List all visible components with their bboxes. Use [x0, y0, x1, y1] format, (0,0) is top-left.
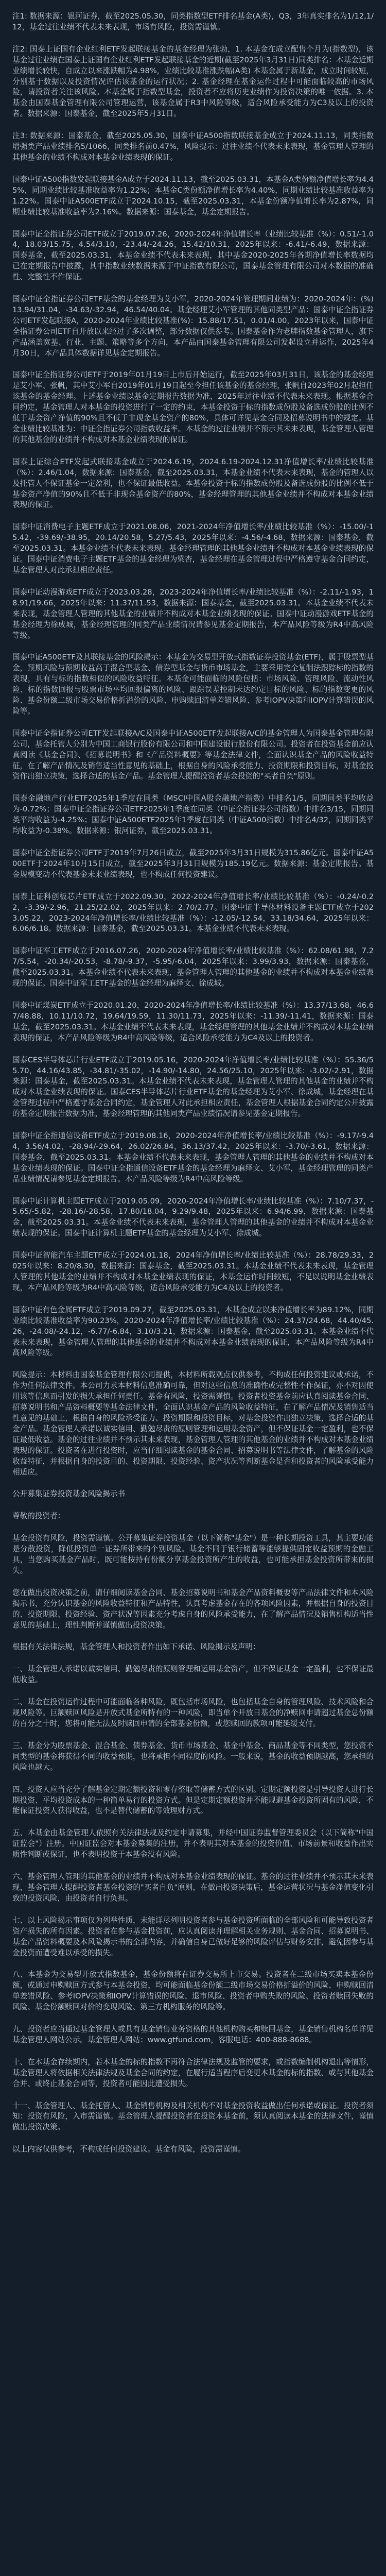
notice-paragraph: 四、投资人应当充分了解基金定期定额投资和零存整取等储蓄方式的区别。定期定额投资是引导投资人进行长期投资、平均投资成本的一种简单易行的投资方式。但是定期定额投资并不能规避基金投资所固有的风险，不能保证投资人获得收益，也不是替代储蓄的等效理财方式。	[12, 1785, 374, 1816]
notice-paragraph: 九、投资者应当通过基金管理人或具有基金销售业务资格的其他机构购买和赎回基金，基金销售机构名单详见基金管理人网站公示。基金管理人网站：www.gtfund.com，客服电话：400-888-8688。	[12, 2025, 374, 2044]
notice-paragraph: 十一、基金管理人、基金托管人、基金销售机构及相关机构不对基金投资收益做出任何承诺或保证。投资者须知：投资有风险，入市需谨慎。基金管理人提醒投资者在投资本基金前，须认真阅读本基金的法律文件，谨慎做出投资决策。	[12, 2101, 374, 2132]
note-paragraph: 注1: 数据来源：银河证券，截至2025.05.30，同类指数型ETF排名基金(A类)，Q3，3年真实排名为1/12,1/12，基金过往业绩不代表未来表现，市场有风险，投资需谨慎。	[12, 12, 374, 31]
notice-paragraph: 八、本基金为交易型开放式指数基金，基金份额将在证券交易所上市交易。投资者在二级市场买卖本基金份额，或通过申购赎回方式参与本基金投资，均可能面临基金份额二级市场交易价格折溢价的风险、申购赎回清单差错风险、参考IOPV决策和IOPV计算错误的风险、退市风险、投资者申购失败的风险、投资者赎回失败的风险、基金份额赎回对价的变现风险、第三方机构服务的风险等。	[12, 1970, 374, 2012]
note-paragraph: 国泰中证全指证券公司ETF发起联接A/C及国泰中证A500ETF发起联接A/C的基金管理人为国泰基金管理有限公司，基金托管人分别为中国工商银行股份有限公司和中国建设银行股份有限公司。投资者在投资基金前应认真阅读《基金合同》、《招募说明书》和《产品资料概要》等基金法律文件，全面认识基金产品的风险收益特征，在了解产品情况及销售适当性意见的基础上，根据自身的风险承受能力、投资期限和投资目标，对基金投资作出独立决策，选择合适的基金产品。基金管理人提醒投资者基金投资的"买者自负"原则。	[12, 728, 374, 781]
notice-paragraph: 尊敬的投资者：	[12, 1512, 65, 1521]
note-paragraph: 国泰金融地产行业ETF2025年1季度在同类（MSCI中国A股金融地产指数）中排名1/5，同期同类平均收益为-0.72%；国泰中证全指证券公司ETF2025年1季度在同类（中证全指证券公司指数）中排名3/15，同期同类平均收益为-4.25%；国泰中证A500ETF2025年1季度在同类（中证A500指数）中排名4/32，同期同类平均收益为-0.38%。数据来源：银河证券，截至2025.03.31。	[12, 794, 374, 836]
risk-warning-paragraph: 风险提示：本材料由国泰基金管理有限公司提供，本材料所载观点仅供参考，不构成任何投资建议或承诺，不作为任何法律文件。本公司力求本材料信息准确可靠，但对这些信息的准确性或完整性不作保证，亦不对因使用该等信息而引发的损失承担任何责任。基金有风险，投资需谨慎。投资者投资基金前应认真阅读基金合同、招募说明书和产品资料概要等基金法律文件，全面认识基金产品的风险收益特征，在了解产品情况及销售适当性意见的基础上，根据自身的风险承受能力、投资期限和投资目标，对基金投资作出独立决策，选择合适的基金产品。基金管理人承诺以诚实信用、勤勉尽责的原则管理和运用基金资产，但不保证基金一定盈利，也不保证最低收益。基金的过往业绩并不预示其未来表现，基金管理人管理的其他基金的业绩并不构成对本基金业绩表现的保证。投资者在进行投资时，应当仔细阅读基金的基金合同、招募说明书等法律文件，了解基金的风险收益特征，并根据自身的投资目的、投资期限、投资经验、资产状况等判断基金是否和投资者的风险承受能力相适应。	[12, 1370, 374, 1477]
risk-disclosure-title: 公开募集证券投资基金风险揭示书	[12, 1489, 125, 1499]
notice-paragraph: 十、在本基金存续期内，若本基金的标的指数不再符合法律法规及监管的要求，或指数编制机构退出等情形，基金管理人将依据相关法律法规及基金合同的约定，在履行适当程序后变更本基金的标的指数、或与其他基金合并、或终止基金合同等，投资者可能因此遭受损失。	[12, 2057, 374, 2088]
note-paragraph: 注3: 数据来源：国泰基金，截至2025.05.30，国泰中证A500指数联接基金成立于2024.11.13，同类指数增强类产品业绩排名5/1066，同类排名前0.47%，风险提示：过往业绩不代表未来表现，基金管理人管理的其他基金的业绩不构成对本基金业绩表现的保证。	[12, 131, 374, 162]
note-paragraph: 国泰上证科创板芯片ETF成立于2022.09.30，2022-2024年净值增长率/业绩比较基准（%）：-0.24/-0.22，-3.39/-2.96，21.25/22.02，2025年以来：2.70/2.77。国泰中证半导体材料设备主题ETF成立于2023.05.22，2023-2024年净值增长率/业绩比较基准（%）：-12.05/-12.54，33.18/34.64，2025年以来：6.06/6.18。数据来源：国泰基金，截至2025.03.31。本基金业绩不代表未来表现。	[12, 892, 374, 934]
note-paragraph: 国泰中证全指证券公司ETF于2019年7月26日成立，截至2025年3月31日规模为315.86亿元。国泰中证A500ETF于2024年10月15日成立，截至2025年3月31日规模为185.19亿元。数据来源：基金定期报告。基金规模变动不代表基金未来业绩表现，也不构成任何投资建议。	[12, 849, 374, 879]
notice-paragraph: 以上内容仅供参考，不构成任何投资建议。基金有风险，投资需谨慎。	[12, 2145, 245, 2154]
notice-paragraph: 根据有关法律法规，基金管理人和投资者作出如下承诺、风险揭示及声明：	[12, 1642, 260, 1652]
note-paragraph: 国泰中证全指证券公司ETF基金的基金经理为艾小军，2020-2024年管理期间业绩为：2020-2024年：(%) 13.94/31.04，-34.63/-32.94，46.54/40.04。基金经理艾小军管理的其他同类型产品：国泰中证全指证券公司ETF发起联接A，2020-2024年业绩比较基准(%)：15.88/17.51，0.01/4.00，2023年以来，国泰中证全指证券公司ETF自开放以来经过了多次调整，部分数据仅供参考。国泰基金作为老牌指数基金管理人，旗下产品涵盖宽基、行业、主题、策略等多个方向，本产品由国泰基金管理有限公司发起设立并运作，2025年4月30日，本产品具体数据详见基金定期报告。	[12, 295, 374, 358]
note-paragraph: 国泰CES半导体芯片行业ETF成立于2019.05.16，2020-2024年净值增长率/业绩比较基准（%）：55.36/55.70，44.16/43.85，-34.81/-35.02，-14.90/-14.80，24.56/25.10，2025年以来：-3.02/-2.91，数据来源：国泰基金，截至2025.03.31。本基金业绩不代表未来表现，基金管理人管理的其他基金的业绩并不构成对本基金业绩表现的保证。国泰CES半导体芯片行业ETF基金的基金经理为艾小军、徐成城，基金经理在基金管理过程中严格遵守基金合同约定，基金管理人对此承担相应责任，基金管理人根据基金合同约定公开披露的基金定期报告数据为准，基金经理管理的其他同类产品业绩情况请参见基金定期报告。	[12, 1055, 374, 1118]
notice-paragraph: 二、基金在投资运作过程中可能面临各种风险，既包括市场风险，也包括基金自身的管理风险、技术风险和合规风险等。巨额赎回风险是开放式基金所特有的一种风险，即当单个开放日基金的净赎回申请超过基金总份额的百分之十时，您将可能无法及时赎回申请的全部基金份额，或您赎回的款项可能延缓支付。	[12, 1698, 374, 1728]
note-paragraph: 国泰中证智能汽车主题ETF成立于2024.01.18，2024年净值增长率/业绩比较基准（%）：28.78/29.33，2025年以来：8.20/8.30，数据来源：国泰基金，截至2025.03.31。本基金业绩不代表未来表现，基金管理人管理的其他基金的业绩并不构成对本基金业绩表现的保证，本基金运作时间较短，不足以说明基金业绩表现，本产品风险等级为R4中高风险等级，适合风险承受能力为C4及以上的投资者。	[12, 1251, 374, 1292]
note-paragraph: 国泰中证煤炭ETF成立于2020.01.20，2020-2024年净值增长率/业绩比较基准（%）：13.37/13.68，46.67/48.88，10.11/10.72，19.64/19.59，11.30/11.73，2025年以来：-11.39/-11.41，数据来源：国泰基金，截至2025.03.31。本基金业绩不代表未来表现，基金经理管理的其他基金业绩并不构成对本基金业绩表现的保证，本产品风险等级为R4中高风险等级，适合风险承受能力为C4及以上的投资者。	[12, 1001, 374, 1042]
note-paragraph: 国泰中证全指证券公司ETF于2019年01月19日上市后开始运行，截至2025年03月31日，该基金的基金经理是艾小军、张帆，其中艾小军自2019年01月19日起至今担任该基金的基金经理，张帆自2023年02月起担任该基金的基金经理。上述基金业绩以基金定期报告数据为准，2025年过往业绩不代表未来表现。根据基金合同约定，基金管理人对本基金的投资进行了一定的约束，本基金投资于标的指数成份股及备选成份股的比例不低于基金资产净值的90%且不低于非现金基金资产的80%，具体可详见基金合同及招募说明书中的规定。基金业绩比较基准为：中证全指证券公司指数收益率。本基金的过往业绩并不预示其未来表现，基金管理人管理的其他基金的业绩并不构成对本基金业绩表现的保证。	[12, 370, 374, 444]
note-paragraph: 国泰中证全指通信设备ETF成立于2019.08.16，2020-2024年净值增长率/业绩比较基准（%）：-9.17/-9.44，3.56/4.02，-28.94/-29.64，26.02/26.84，36.13/37.42，2025年以来：-3.70/-3.61，数据来源：国泰基金，截至2025.03.31。本基金业绩不代表未来表现，基金管理人管理的其他基金的业绩并不构成对本基金业绩表现的保证。国泰中证全指通信设备ETF基金的基金经理为麻绎文、艾小军，基金经理管理的同类产品业绩情况请参见基金定期报告。本产品风险等级为R4中高风险等级。	[12, 1131, 374, 1183]
notice-paragraph: 一、基金管理人承诺以诚实信用、勤勉尽责的原则管理和运用基金资产，但不保证基金一定盈利，也不保证最低收益。	[12, 1665, 374, 1685]
note-paragraph: 国泰中证全指证券公司ETF成立于2019.07.26，2020-2024年净值增长率（业绩比较基准（%）：0.51/-1.04，18.03/15.75，4.54/3.10，-23.44/-24.26，15.42/10.31，2025年以来：-6.41/-6.49，数据来源：国泰基金，截至2025.03.31，本基金业绩不代表未来表现，其中基金2020-2025年各期净值增长率数据均已在定期报告中披露，其中指数业绩数据来源于中证指数有限公司，国泰基金管理有限公司对本数据的准确性、完整性不作保证。	[12, 229, 374, 282]
note-paragraph: 国泰中证计算机主题ETF成立于2019.05.09，2020-2024年净值增长率/业绩比较基准（%）：7.10/7.37，-5.65/-5.82，-28.16/-28.58，17.80/18.04，9.29/9.48，2025年以来：6.94/6.99，数据来源：国泰基金，截至2025.03.31。本基金业绩不代表未来表现，基金管理人管理的其他基金的业绩并不构成对本基金业绩表现的保证。国泰中证计算机主题ETF基金的基金经理为艾小军、徐成城。	[12, 1196, 374, 1238]
notice-paragraph: 三、基金分为股票基金、混合基金、债券基金、货币市场基金、基金中基金、商品基金等不同类型，您投资不同类型的基金将获得不同的收益预期，也将承担不同程度的风险。一般来说，基金的收益预期越高，您承担的风险也越大。	[12, 1741, 374, 1772]
fund-performance-notes	[12, 11, 374, 1478]
note-paragraph: 国泰上证综合ETF发起式联接基金成立于2024.6.19，2024.6.19-2024.12.31净值增长率/业绩比较基准（%）：2.46/1.04，数据来源：国泰基金，截至2025.03.31，本基金业绩不代表未来表现，基金的管理人以及托管人不保证基金一定盈利，也不保证最低收益。本基金投资于标的指数成份股及备选成份股的比例不低于基金资产净值的90%且不低于非现金基金资产的80%，基金经理管理的其他基金业绩并不构成对本基金业绩表现的保证。	[12, 457, 374, 510]
notice-paragraph: 基金投资有风险，投资需谨慎。公开募集证券投资基金（以下简称"基金"）是一种长期投资工具，其主要功能是分散投资，降低投资单一证券所带来的个别风险。基金不同于银行储蓄等能够提供固定收益预期的金融工具，当您购买基金产品时，既可能按持有份额分享基金投资所产生的收益，也可能承担基金投资所带来的损失。	[12, 1534, 374, 1575]
notice-paragraph: 六、基金管理人管理的其他基金的业绩并不构成对本基金业绩表现的保证。基金的过往业绩并不预示其未来表现，基金管理人提醒投资者基金投资的"买者自负"原则，在做出投资决策后，基金运营状况与基金净值变化引致的投资风险，由投资者自行负担。	[12, 1872, 374, 1903]
note-paragraph: 国泰中证A500ETF及其联接基金的风险揭示：本基金为交易型开放式指数证券投资基金(ETF)，属于股票型基金，预期风险与预期收益高于混合型基金、债券型基金与货币市场基金，主要采用完全复制法跟踪标的指数的表现，具有与标的指数相似的风险收益特征。本基金可能面临的风险包括：市场风险、管理风险、流动性风险、标的指数回报与股票市场平均回报偏离的风险、跟踪误差控制未达约定目标的风险、标的指数变更的风险、基金份额二级市场交易价格折溢价的风险、申购赎回清单差错风险、参考IOPV决策和IOPV计算错误的风险等。	[12, 653, 374, 716]
note-paragraph: 国泰中证A500指数发起联接基金A成立于2024.11.13，截至2025.03.31，本基金A类份额净值增长率为4.45%，同期业绩比较基准收益率为1.22%；本基金C类份额净值增长率为4.40%，同期业绩比较基准收益率为1.22%。国泰中证A500ETF成立于2024.10.15，截至2025.03.31，本基金份额净值增长率为2.87%，同期业绩比较基准收益率为2.16%。数据来源：国泰基金，基金定期报告。	[12, 175, 374, 216]
note-paragraph: 注2: 国泰上证国有企业红利ETF发起联接基金的基金经理为张勃，1. 本基金在成立配售个月为(指数型)，该基金过往业绩在国泰上证国有企业红利ETF发起联接基金的近期(截至2025年3月31日)同类排名：本基金近期业绩增长较快，自成立以来涨跌幅为4.98%，业绩比较基准涨跌幅(A类) 本基金属于新基金，成立时间较短，分别基于数据以及投资情况评估该基金的运行状况；2. 基金经理在基金运作过程中可能面临较高的市场风险，请投资者关注该风险。本基金属于指数型基金，投资者不应将历史业绩作为投资决策的唯一依据。3. 本基金由国泰基金管理有限公司管理运营，该基金属于R3中风险等级，适合风险承受能力为C3及以上的投资者。数据来源：国泰基金，截至2025年5月31日。	[12, 44, 374, 118]
risk-disclosure-body	[12, 1511, 374, 2155]
note-paragraph: 国泰中证军工ETF成立于2016.07.26，2020-2024年净值增长率/业绩比较基准（%）：62.08/61.98，7.27/5.54，-20.34/-20.53，-8.78/-9.37，-5.95/-6.04，2025年以来：3.99/3.93，数据来源：国泰基金，截至2025.03.31。本基金业绩不代表未来表现，基金管理人管理的其他基金的业绩并不构成对本基金业绩表现的保证。国泰中证军工ETF基金的基金经理为麻绎文、徐成城。	[12, 946, 374, 988]
note-paragraph: 国泰中证消费电子主题ETF成立于2021.08.06，2021-2024年净值增长率/业绩比较基准（%）：-15.00/-15.42，-39.69/-38.95，20.14/20.58，5.27/5.43，2025年以来：-4.56/-4.68，数据来源：国泰基金，截至2025.03.31。本基金业绩不代表未来表现。基金经理管理的其他基金业绩并不构成对本基金业绩表现的保证。国泰中证消费电子主题ETF基金的基金经理为梁杏，基金经理在基金管理过程中严格遵守基金合同约定，基金管理人对此承担相应责任。	[12, 522, 374, 574]
note-paragraph: 国泰中证有色金属ETF成立于2019.09.27，截至2025.03.31，本基金成立以来净值增长率为89.12%，同期业绩比较基准收益率为90.23%，2020-2024年净值增长率/业绩比较基准（%）：24.37/24.68，44.40/45.26，-24.08/-24.12，-6.77/-6.84，3.10/3.21，数据来源：国泰基金，截至2025.03.31。本基金业绩不代表未来表现，基金管理人管理的其他基金的业绩并不构成对本基金业绩表现的保证，本产品风险等级为R4中高风险等级。	[12, 1305, 374, 1358]
notice-paragraph: 您在做出投资决策之前，请仔细阅读基金合同、基金招募说明书和基金产品资料概要等产品法律文件和本风险揭示书，充分认识基金的风险收益特征和产品特性，认真考虑基金存在的各项风险因素，并根据自身的投资目的、投资期限、投资经验、资产状况等因素充分考虑自身的风险承受能力，在了解产品情况及销售机构适当性意见的基础上，理性判断并谨慎做出投资决策。	[12, 1588, 374, 1630]
notice-paragraph: 五、本基金由基金管理人依照有关法律法规及约定申请募集，并经中国证券监督管理委员会（以下简称"中国证监会"）注册。中国证监会对本基金募集的注册，并不表明其对本基金的投资价值、市场前景和收益作出实质性判断或保证，也不表明投资于本基金没有风险。	[12, 1828, 374, 1859]
note-paragraph: 国泰中证动漫游戏ETF成立于2023.03.28，2023-2024年净值增长率/业绩比较基准（%）：-2.11/-1.93，18.91/19.66，2025年以来：11.37/11.53，数据来源：国泰基金，截至2025.03.31。本基金业绩不代表未来表现，基金管理人管理的其他基金的业绩并不构成对本基金业绩表现的保证。国泰中证动漫游戏ETF基金的基金经理为徐成城，基金经理管理的同类产品业绩情况请参见基金定期报告，本产品风险等级为R4中高风险等级。	[12, 587, 374, 640]
notice-paragraph: 七、以上风险揭示事项仅为列举性质，未能详尽列明投资者参与基金投资所面临的全部风险和可能导致投资者资产损失的所有因素。投资者在参与基金投资前，应认真阅读并理解相关业务规则、基金合同、招募说明书、基金产品资料概要及本风险揭示书的全部内容，并确信自身已做好足够的风险评估与财务安排，避免因参与基金投资而遭受难以承受的损失。	[12, 1916, 374, 1957]
